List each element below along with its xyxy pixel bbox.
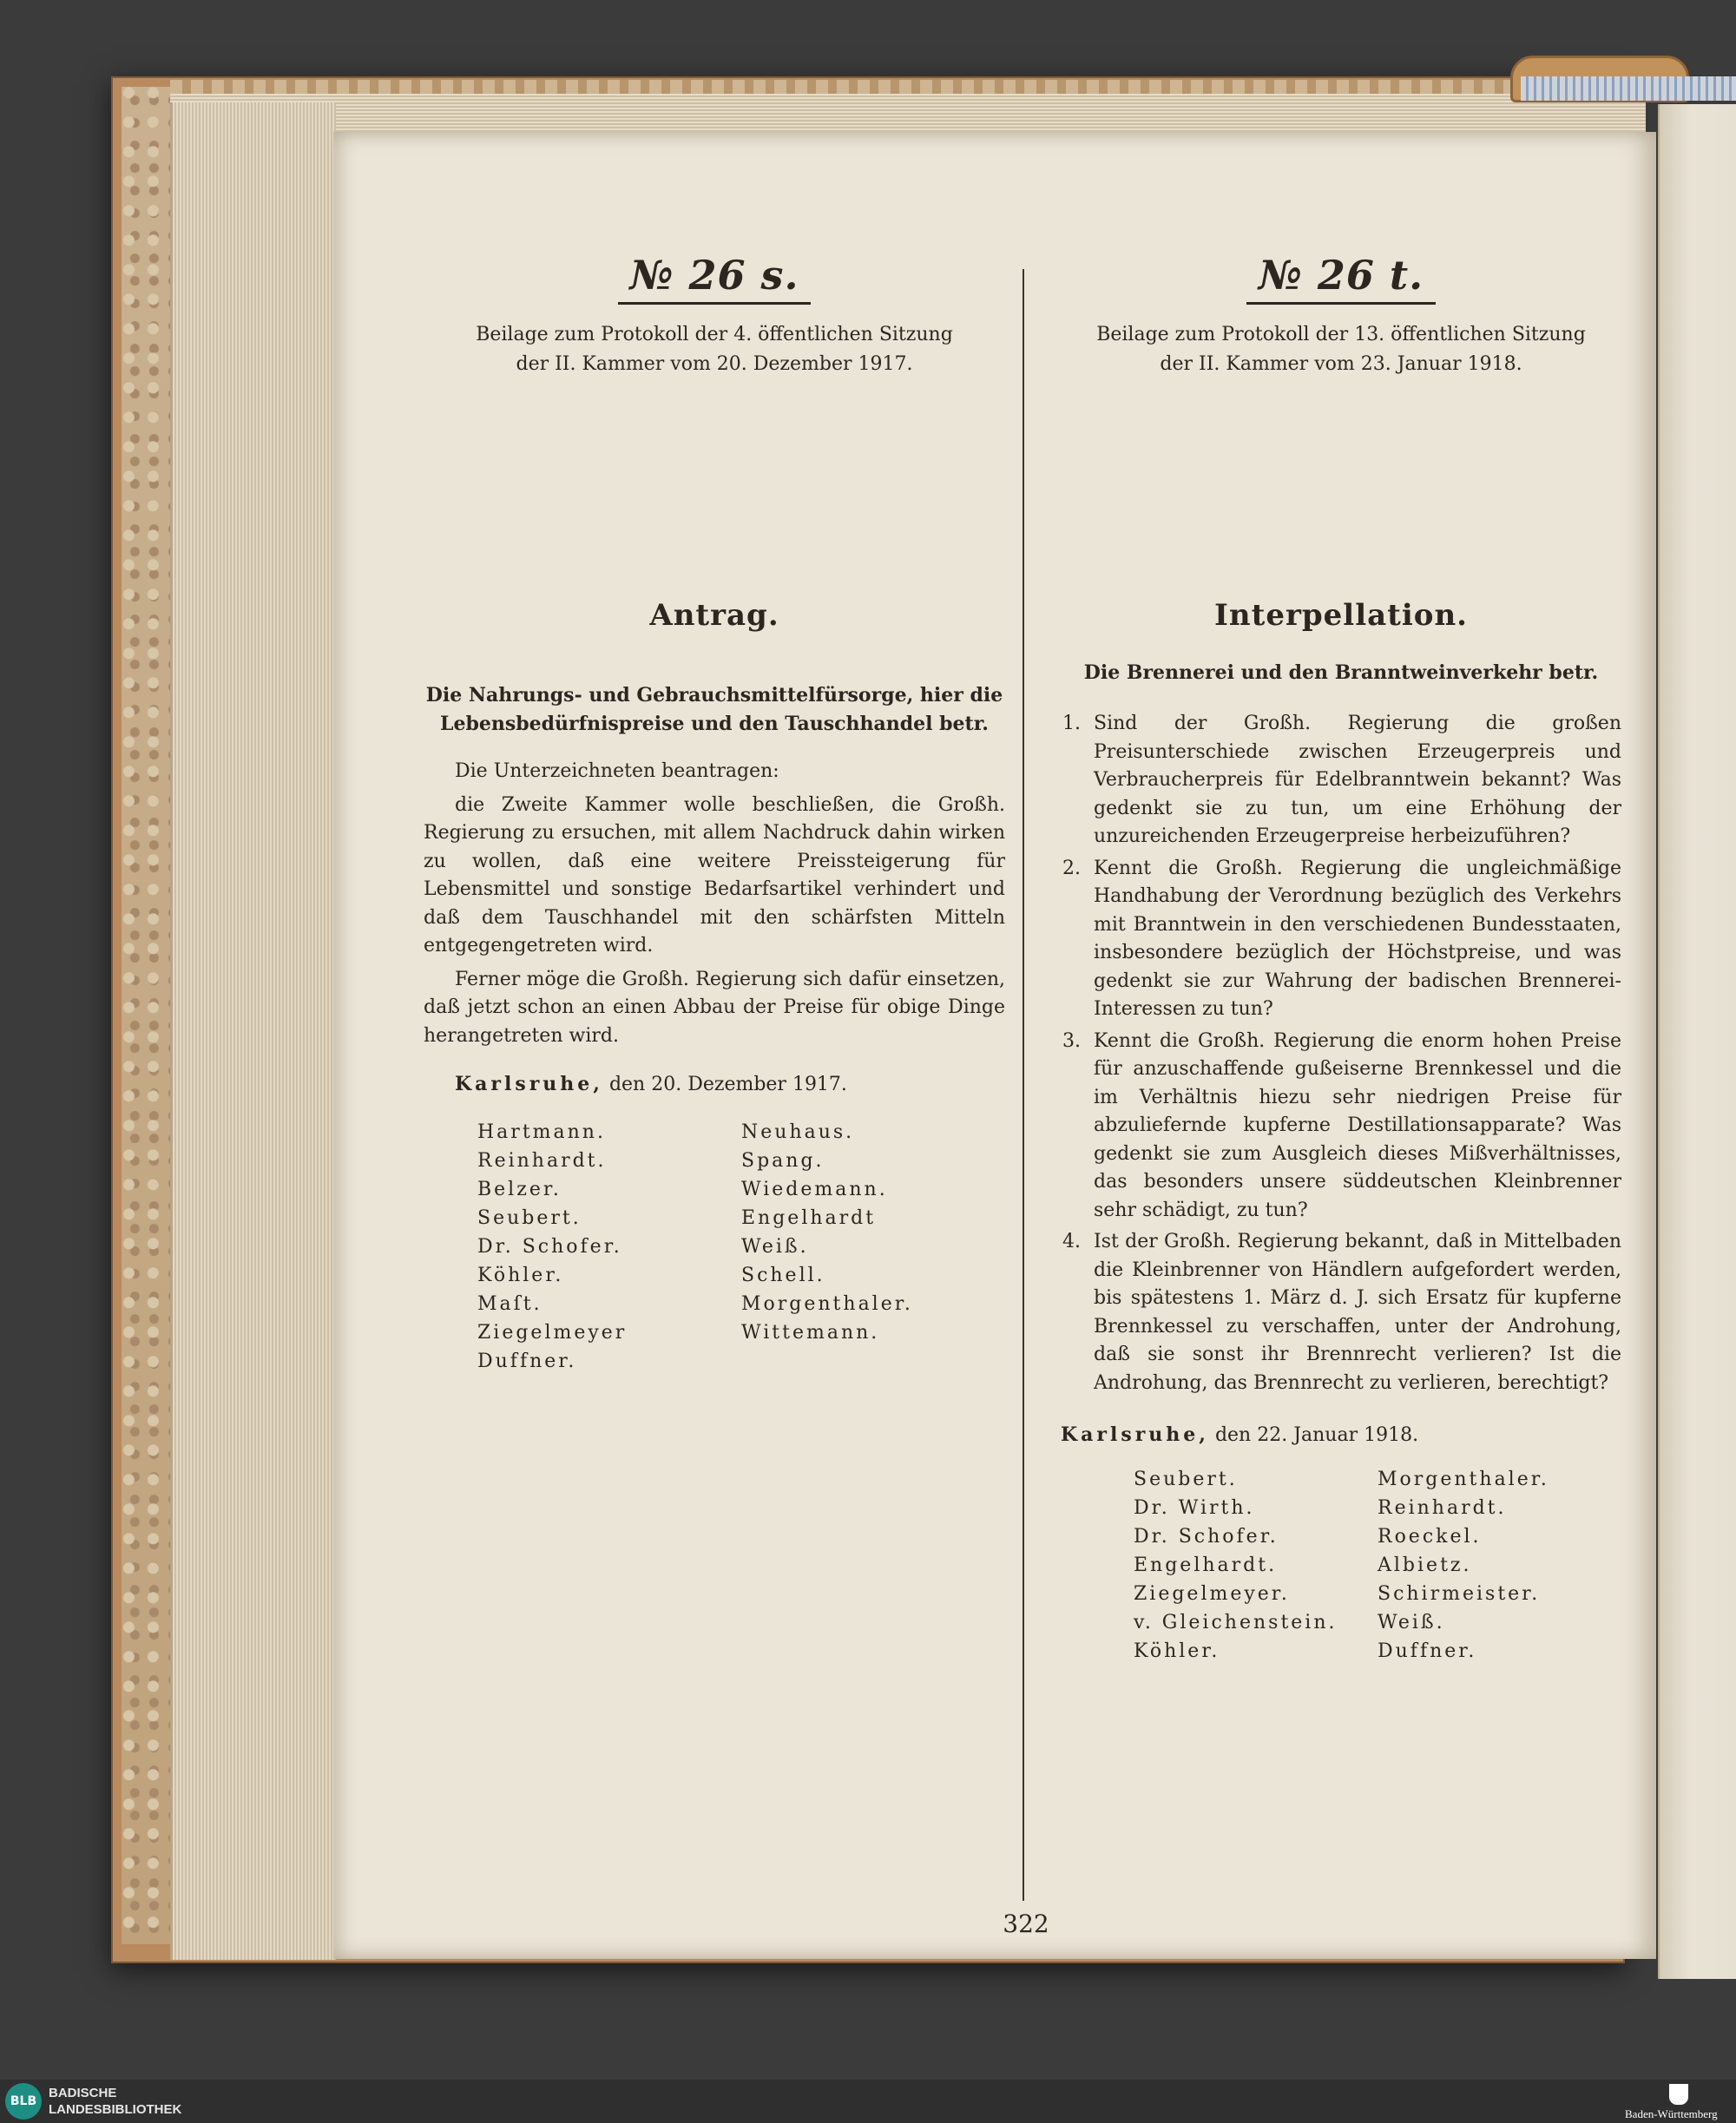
subject-line: Die Brennerei und den Branntweinverkehr betr. <box>1083 661 1599 684</box>
document-subtitle <box>424 320 1005 379</box>
subtitle-line: der II. Kammer vom 20. Dezember 1917. <box>516 353 913 375</box>
signatory-name: Dr. Schofer. <box>477 1236 622 1258</box>
signatory-name: Schell. <box>741 1265 825 1286</box>
signatory-name <box>741 1347 1005 1376</box>
signatory-name: Reinhardt. <box>477 1150 607 1172</box>
subject-line: Die Nahrungs- und Gebrauchsmittelfürsorge, hier die Lebensbedürfnispreise und den Tauschhandel betr. <box>425 684 1003 735</box>
subtitle-line: der II. Kammer vom 23. Januar 1918. <box>1160 353 1522 375</box>
signatories <box>1061 1465 1621 1666</box>
signatory-name: Spang. <box>741 1150 825 1172</box>
signatory-name: Morgenthaler. <box>1378 1469 1549 1490</box>
marbled-spine-edge <box>122 87 170 1944</box>
signatory-name: Dr. Wirth. <box>1134 1497 1255 1519</box>
signatory-name: Albietz. <box>1378 1554 1472 1576</box>
signatory-name: Hartmann. <box>477 1121 606 1143</box>
section-heading: Interpellation. <box>1214 598 1468 633</box>
footer-bar <box>0 2080 1736 2123</box>
document-number: № 26 s. <box>424 252 1005 305</box>
library-name-line: LANDESBIBLIOTHEK <box>49 2102 182 2117</box>
paragraph: die Zweite Kammer wolle beschließen, die Großh. Regierung zu ersuchen, mit allem Nachdruck dahin wirken zu wollen, daß eine weitere Preissteigerung für Lebensmittel und sonstige Bedarfsartikel verhindert und daß dem Tauschhandel mit den schärfsten Mitteln entgegengetreten wird. <box>424 793 1005 956</box>
signatory-name: Engelhardt <box>741 1207 877 1229</box>
blb-logo-icon[interactable]: BLB <box>5 2083 42 2120</box>
signatory-name: Morgenthaler. <box>741 1293 913 1315</box>
signatory-name: Duffner. <box>477 1351 577 1372</box>
place: Karlsruhe, <box>455 1073 603 1095</box>
signatories <box>424 1118 1005 1376</box>
signatory-name: Seubert. <box>477 1207 582 1229</box>
paragraph: Die Unterzeichneten beantragen: <box>455 760 779 782</box>
paragraph: Ferner möge die Großh. Regierung sich dafür einsetzen, daß jetzt schon an einen Abbau der Preise für obige Dinge herangetreten wird. <box>424 968 1005 1047</box>
place-date <box>1061 1423 1621 1446</box>
state-name: Baden-Württemberg <box>1625 2107 1718 2120</box>
bookmark-ribbon <box>1521 76 1736 101</box>
signatory-name: Neuhaus. <box>741 1121 855 1143</box>
question-list <box>1061 710 1621 1397</box>
document-number: № 26 t. <box>1061 252 1621 305</box>
page-side-edges <box>170 102 336 1960</box>
place-date <box>424 1073 1005 1095</box>
signatory-name: Dr. Schofer. <box>1134 1526 1279 1548</box>
page-number: 322 <box>1003 1909 1049 1938</box>
signatory-name: Wiedemann. <box>741 1179 888 1200</box>
signatory-name: Köhler. <box>1134 1640 1220 1662</box>
signatory-name: v. Gleichenstein. <box>1134 1612 1338 1633</box>
question-item: 3. Kennt die Großh. Regierung die enorm hohen Preise für anzuschaffende gußeiserne Brennkessel und die im Verhältnis hiezu sehr niedrigen Preise für abzuliefernde kupferne Destillationsapparate? Was gedenkt sie zum Ausgleich dieses Mißverhältnisses, das besonders unsere süddeutschen Kleinbrenner sehr schädigt, zu tun? <box>1087 1028 1621 1226</box>
state-crest-icon <box>1668 2083 1689 2106</box>
library-name[interactable] <box>49 2085 181 2118</box>
page-top-edges <box>170 94 1646 135</box>
signatory-name: Seubert. <box>1134 1469 1238 1490</box>
subtitle-line: Beilage zum Protokoll der 13. öffentlichen Sitzung <box>1096 324 1586 345</box>
signatory-name: Ziegelmeyer. <box>1134 1583 1290 1605</box>
document-subtitle <box>1061 320 1621 379</box>
question-item: 1. Sind der Großh. Regierung die großen Preisunterschiede zwischen Erzeugerpreis und Verbraucherpreis für Edelbranntwein bekannt? Was gedenkt sie zu tun, um eine Erhöhung der unzureichenden Erzeugerpreise herbeizuführen? <box>1087 710 1621 851</box>
signatory-name: Maſt. <box>477 1293 542 1315</box>
column-divider <box>1023 269 1024 1901</box>
subtitle-line: Beilage zum Protokoll der 4. öffentlichen Sitzung <box>476 324 953 345</box>
library-name-line: BADISCHE <box>49 2086 117 2100</box>
signatory-name: Duffner. <box>1378 1640 1477 1662</box>
date: den 22. Januar 1918. <box>1214 1424 1419 1446</box>
signatory-name: Weiß. <box>741 1236 809 1258</box>
signatory-name: Engelhardt. <box>1134 1554 1278 1576</box>
left-column <box>424 252 1005 1376</box>
date: den 20. Dezember 1917. <box>608 1074 847 1095</box>
signatory-name: Weiß. <box>1378 1612 1445 1633</box>
right-column <box>1061 252 1621 1666</box>
question-item: 2. Kennt die Großh. Regierung die ungleichmäßige Handhabung der Verordnung bezüglich des Verkehrs mit Branntwein in den verschiedenen Bundesstaaten, insbesondere bezüglich der Höchstpreise, und was gedenkt sie zur Wahrung der badischen Brennerei-Interessen zu tun? <box>1087 855 1621 1024</box>
signatory-name: Schirmeister. <box>1378 1583 1541 1605</box>
signatory-name: Wittemann. <box>741 1322 880 1344</box>
signatory-name: Belzer. <box>477 1179 562 1200</box>
section-heading: Antrag. <box>649 598 779 633</box>
signatory-name: Köhler. <box>477 1265 564 1286</box>
next-page-edge <box>1658 104 1736 1979</box>
question-item: 4. Ist der Großh. Regierung bekannt, daß in Mittelbaden die Kleinbrenner von Händlern aufgefordert werden, bis spätestens 1. März d. J. sich Ersatz für kupferne Brennkessel zu verschaffen, unter der Androhung, daß sie sonst ihr Brennrecht verlieren? Ist die Androhung, das Brennrecht zu verlieren, berechtigt? <box>1087 1228 1621 1397</box>
signatory-name: Roeckel. <box>1378 1526 1482 1548</box>
signatory-name: Ziegelmeyer <box>477 1322 628 1344</box>
signatory-name: Reinhardt. <box>1378 1497 1507 1519</box>
place: Karlsruhe, <box>1061 1423 1209 1446</box>
